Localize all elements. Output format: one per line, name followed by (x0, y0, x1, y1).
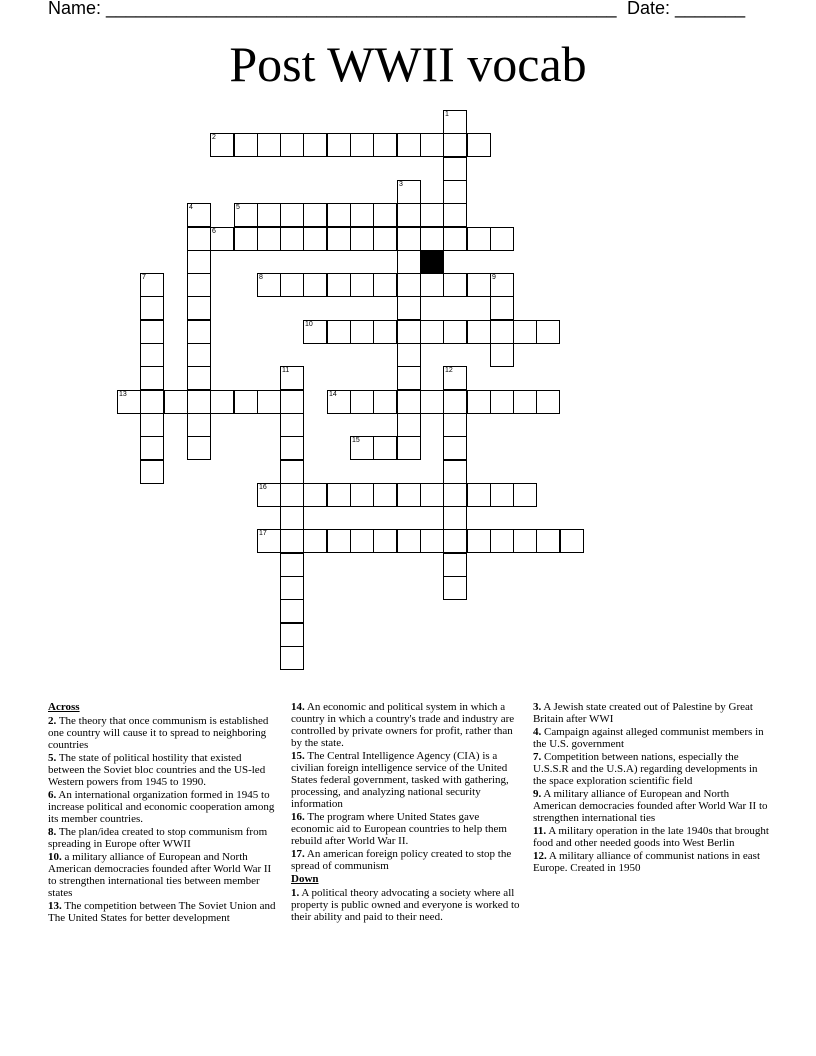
grid-cell[interactable] (140, 413, 164, 437)
grid-cell[interactable] (280, 483, 304, 507)
grid-cell[interactable] (350, 227, 374, 251)
clue-number: 10 (305, 321, 313, 328)
grid-cell[interactable] (490, 227, 514, 251)
page-title: Post WWII vocab (229, 36, 587, 92)
grid-cell[interactable] (420, 203, 444, 227)
grid-cell[interactable] (420, 273, 444, 297)
clue-across-14: 14. An economic and political system in which a country in which a country's trade and industry are controlled by private owners for profit, rather than by the state. (291, 701, 515, 749)
grid-cell[interactable] (490, 343, 514, 367)
grid-cell[interactable] (373, 436, 397, 460)
grid-cell[interactable] (490, 483, 514, 507)
grid-cell[interactable] (443, 390, 467, 414)
grid-cell[interactable] (373, 483, 397, 507)
grid-cell[interactable] (210, 227, 234, 251)
clue-number: 3 (399, 181, 403, 188)
clue-number: 6 (212, 228, 216, 235)
grid-cell[interactable] (443, 413, 467, 437)
grid-cell[interactable] (350, 436, 374, 460)
grid-cell[interactable] (443, 529, 467, 553)
name-field[interactable]: Name: ___________________________________________________ (48, 0, 617, 18)
grid-cell[interactable] (327, 529, 351, 553)
grid-cell[interactable] (303, 203, 327, 227)
clue-down-11: 11. A military operation in the late 1940s that brought food and other needed goods into West Berlin (533, 825, 769, 849)
blocked-cell (420, 250, 444, 274)
grid-cell[interactable] (467, 529, 491, 553)
grid-cell[interactable] (490, 296, 514, 320)
grid-cell[interactable] (303, 227, 327, 251)
grid-cell[interactable] (280, 553, 304, 577)
grid-cell[interactable] (327, 133, 351, 157)
clue-across-6: 6. An international organization formed in 1945 to increase political and economic cooperation among its member countries. (48, 789, 275, 825)
grid-cell[interactable] (373, 529, 397, 553)
grid-cell[interactable] (467, 320, 491, 344)
grid-cell[interactable] (443, 133, 467, 157)
grid-cell[interactable] (373, 203, 397, 227)
grid-cell[interactable] (280, 133, 304, 157)
grid-cell[interactable] (280, 623, 304, 647)
grid-cell[interactable] (140, 296, 164, 320)
grid-cell[interactable] (420, 529, 444, 553)
grid-cell[interactable] (443, 320, 467, 344)
grid-cell[interactable] (373, 390, 397, 414)
grid-cell[interactable] (280, 599, 304, 623)
grid-cell[interactable] (140, 460, 164, 484)
grid-cell[interactable] (443, 483, 467, 507)
grid-cell[interactable] (257, 203, 281, 227)
clues-column-3 (533, 701, 773, 875)
clue-number: 5 (236, 204, 240, 211)
grid-cell[interactable] (373, 320, 397, 344)
grid-cell[interactable] (280, 203, 304, 227)
grid-cell[interactable] (187, 366, 211, 390)
grid-cell[interactable] (257, 227, 281, 251)
grid-cell[interactable] (490, 320, 514, 344)
grid-cell[interactable] (257, 483, 281, 507)
grid-cell[interactable] (373, 273, 397, 297)
grid-cell[interactable] (397, 366, 421, 390)
across-heading: Across (48, 701, 80, 713)
grid-cell[interactable] (443, 553, 467, 577)
grid-cell[interactable] (140, 436, 164, 460)
grid-cell[interactable] (420, 227, 444, 251)
grid-cell[interactable] (303, 133, 327, 157)
clue-across-17: 17. An american foreign policy created to stop the spread of communism (291, 848, 512, 872)
clue-down-9: 9. A military alliance of European and North American democracies founded after World War II to strengthen international ties (533, 788, 768, 824)
grid-cell[interactable] (187, 390, 211, 414)
grid-cell[interactable] (350, 483, 374, 507)
clue-number: 17 (259, 530, 267, 537)
grid-cell[interactable] (140, 390, 164, 414)
clue-down-12: 12. A military alliance of communist nations in east Europe. Created in 1950 (533, 850, 761, 874)
grid-cell[interactable] (117, 390, 141, 414)
grid-cell[interactable] (490, 390, 514, 414)
grid-cell[interactable] (187, 296, 211, 320)
grid-cell[interactable] (280, 227, 304, 251)
grid-cell[interactable] (350, 529, 374, 553)
grid-cell[interactable] (373, 227, 397, 251)
grid-cell[interactable] (187, 273, 211, 297)
grid-cell[interactable] (397, 320, 421, 344)
grid-cell[interactable] (280, 460, 304, 484)
date-field[interactable]: Date: _______ (627, 0, 746, 18)
grid-cell[interactable] (536, 390, 560, 414)
grid-cell[interactable] (257, 529, 281, 553)
grid-cell[interactable] (443, 576, 467, 600)
grid-cell[interactable] (303, 529, 327, 553)
grid-cell[interactable] (443, 157, 467, 181)
clue-down-3: 3. A Jewish state created out of Palestine by Great Britain after WWI (533, 701, 753, 725)
grid-cell[interactable] (187, 413, 211, 437)
clue-down-7: 7. Competition between nations, especially the U.S.S.R and the U.S.A) regarding developments in the space exploration scientific field (533, 751, 758, 787)
grid-cell[interactable] (327, 483, 351, 507)
grid-cell[interactable] (467, 483, 491, 507)
clue-number: 9 (492, 274, 496, 281)
grid-cell[interactable] (513, 320, 537, 344)
grid-cell[interactable] (234, 390, 258, 414)
grid-cell[interactable] (397, 227, 421, 251)
grid-cell[interactable] (443, 506, 467, 530)
grid-cell[interactable] (513, 529, 537, 553)
grid-cell[interactable] (257, 133, 281, 157)
grid-cell[interactable] (280, 506, 304, 530)
grid-cell[interactable] (397, 436, 421, 460)
grid-cell[interactable] (467, 227, 491, 251)
grid-cell[interactable] (560, 529, 584, 553)
grid-cell[interactable] (280, 273, 304, 297)
grid-cell[interactable] (303, 320, 327, 344)
grid-cell[interactable] (187, 343, 211, 367)
grid-cell[interactable] (397, 180, 421, 204)
clue-across-8: 8. The plan/idea created to stop communism from spreading in Europe ofter WWII (48, 826, 268, 850)
grid-cell[interactable] (397, 203, 421, 227)
grid-cell[interactable] (210, 133, 234, 157)
clue-across-2: 2. The theory that once communism is established one country will cause it to spread to neighboring countries (48, 715, 269, 751)
grid-cell[interactable] (536, 320, 560, 344)
grid-cell[interactable] (513, 390, 537, 414)
clue-number: 8 (259, 274, 263, 281)
grid-cell[interactable] (350, 320, 374, 344)
grid-cell[interactable] (397, 273, 421, 297)
grid-cell[interactable] (280, 366, 304, 390)
grid-cell[interactable] (187, 227, 211, 251)
grid-cell[interactable] (280, 576, 304, 600)
grid-cell[interactable] (443, 227, 467, 251)
grid-cell[interactable] (327, 320, 351, 344)
grid-cell[interactable] (280, 529, 304, 553)
grid-cell[interactable] (164, 390, 188, 414)
grid-cell[interactable] (210, 390, 234, 414)
grid-cell[interactable] (420, 133, 444, 157)
grid-cell[interactable] (257, 390, 281, 414)
down-heading: Down (291, 873, 319, 885)
grid-cell[interactable] (187, 250, 211, 274)
grid-cell[interactable] (443, 110, 467, 134)
grid-cell[interactable] (490, 529, 514, 553)
clue-across-15: 15. The Central Intelligence Agency (CIA) is a civilian foreign intelligence service of the United States federal government, tasked with gathering, processing, and analyzing national security information (291, 750, 509, 810)
grid-cell[interactable] (187, 320, 211, 344)
grid-cell[interactable] (373, 133, 397, 157)
grid-cell[interactable] (327, 203, 351, 227)
clue-number: 4 (189, 204, 193, 211)
grid-cell[interactable] (443, 436, 467, 460)
grid-cell[interactable] (443, 203, 467, 227)
grid-cell[interactable] (350, 390, 374, 414)
clues-column-2 (291, 701, 523, 924)
grid-cell[interactable] (303, 273, 327, 297)
grid-cell[interactable] (443, 460, 467, 484)
grid-cell[interactable] (467, 273, 491, 297)
grid-cell[interactable] (187, 203, 211, 227)
grid-cell[interactable] (327, 273, 351, 297)
clue-across-16: 16. The program where United States gave economic aid to European countries to help them rebuild after World War II. (291, 811, 507, 847)
grid-cell[interactable] (280, 646, 304, 670)
clues-column-1 (48, 701, 280, 925)
grid-cell[interactable] (513, 483, 537, 507)
grid-cell[interactable] (420, 483, 444, 507)
clue-across-10: 10. a military alliance of European and North American democracies founded after World War II to strengthen international ties between member states (48, 851, 272, 899)
grid-cell[interactable] (140, 343, 164, 367)
grid-cell[interactable] (490, 273, 514, 297)
grid-cell[interactable] (397, 483, 421, 507)
clue-across-5: 5. The state of political hostility that existed between the Soviet bloc countries and the US-led Western powers from 1945 to 1990. (48, 752, 266, 788)
grid-cell[interactable] (280, 436, 304, 460)
clue-number: 1 (445, 111, 449, 118)
grid-cell[interactable] (187, 436, 211, 460)
grid-cell[interactable] (467, 390, 491, 414)
grid-cell[interactable] (303, 483, 327, 507)
clue-number: 14 (329, 391, 337, 398)
grid-cell[interactable] (443, 366, 467, 390)
clue-number: 15 (352, 437, 360, 444)
grid-cell[interactable] (350, 273, 374, 297)
grid-cell[interactable] (397, 413, 421, 437)
grid-cell[interactable] (397, 250, 421, 274)
grid-cell[interactable] (443, 180, 467, 204)
clue-number: 2 (212, 134, 216, 141)
grid-cell[interactable] (234, 133, 258, 157)
grid-cell[interactable] (327, 227, 351, 251)
grid-cell[interactable] (234, 203, 258, 227)
grid-cell[interactable] (397, 390, 421, 414)
clue-down-4: 4. Campaign against alleged communist members in the U.S. government (533, 726, 764, 750)
clue-across-13: 13. The competition between The Soviet Union and The United States for better development (48, 900, 276, 924)
grid-cell[interactable] (443, 273, 467, 297)
grid-cell[interactable] (397, 133, 421, 157)
grid-cell[interactable] (350, 133, 374, 157)
grid-cell[interactable] (327, 390, 351, 414)
grid-cell[interactable] (280, 413, 304, 437)
grid-cell[interactable] (420, 390, 444, 414)
grid-cell[interactable] (280, 390, 304, 414)
clue-number: 13 (119, 391, 127, 398)
clue-number: 16 (259, 484, 267, 491)
grid-cell[interactable] (420, 320, 444, 344)
grid-cell[interactable] (257, 273, 281, 297)
grid-cell[interactable] (140, 320, 164, 344)
grid-cell[interactable] (397, 343, 421, 367)
clue-number: 7 (142, 274, 146, 281)
grid-cell[interactable] (234, 227, 258, 251)
grid-cell[interactable] (467, 133, 491, 157)
grid-cell[interactable] (397, 296, 421, 320)
clue-number: 12 (445, 367, 453, 374)
grid-cell[interactable] (350, 203, 374, 227)
grid-cell[interactable] (140, 273, 164, 297)
grid-cell[interactable] (536, 529, 560, 553)
clue-number: 11 (282, 367, 290, 374)
grid-cell[interactable] (397, 529, 421, 553)
clue-down-1: 1. A political theory advocating a society where all property is public owned and everyone is worked to their ability and paid to their need. (291, 887, 520, 923)
grid-cell[interactable] (140, 366, 164, 390)
